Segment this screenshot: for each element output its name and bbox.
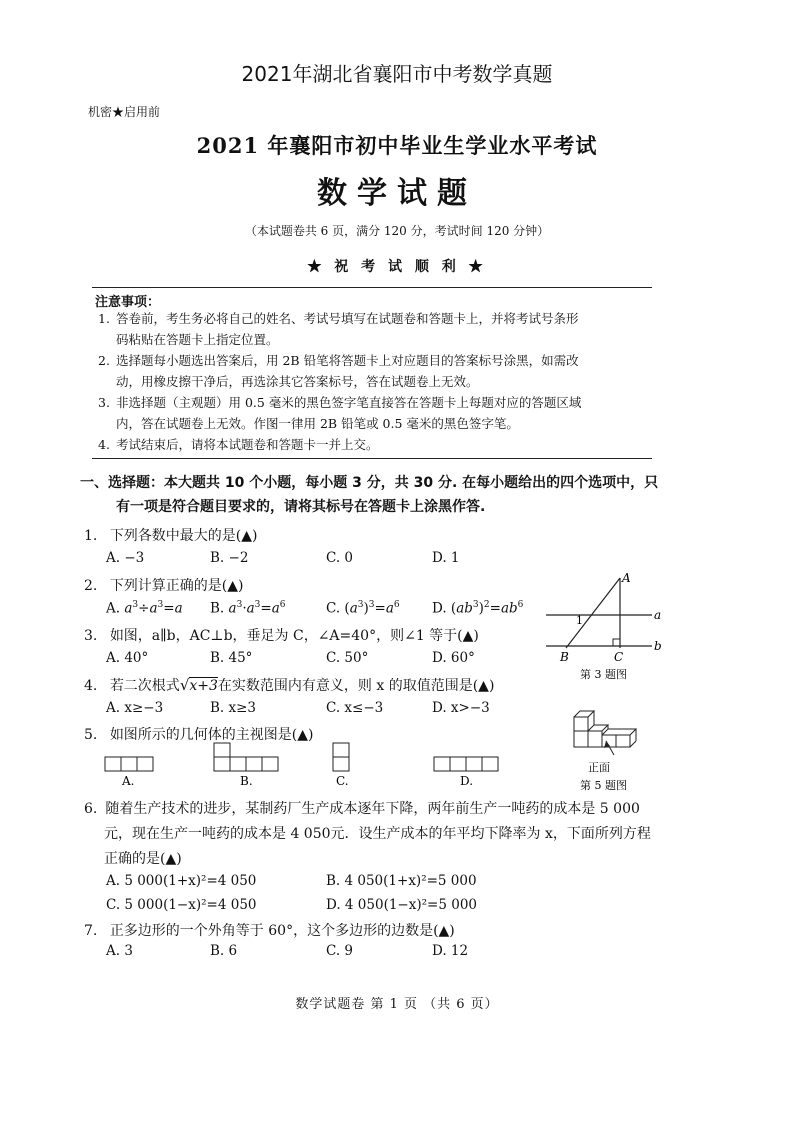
option-d-label: D.	[460, 774, 474, 788]
option-a-label: A.	[122, 774, 135, 788]
right-angle-mark	[613, 639, 620, 646]
question-number: 3.	[84, 628, 98, 644]
figure-caption: 第 3 题图	[580, 668, 627, 681]
question-number: 4.	[84, 678, 98, 694]
option-d: D. 12	[432, 943, 469, 959]
notice-text: 选择题每小题选出答案后，用 2B 铅笔将答题卡上对应题目的答案标号涂黑，如需改	[116, 353, 579, 368]
question-5-options	[100, 740, 520, 790]
question-number: 1.	[84, 528, 98, 544]
question-1-stem	[84, 525, 258, 545]
option-a-view	[105, 757, 153, 788]
question-text: 如图所示的几何体的主视图是(▲)	[109, 727, 314, 743]
option-b-view	[214, 743, 278, 788]
label-line-a: a	[654, 608, 662, 622]
notice-text: 动，用橡皮擦干净后，再选涂其它答案标号，答在试题卷上无效。	[116, 374, 479, 389]
option-c-label: C.	[336, 774, 349, 788]
option-d: D. 1	[432, 550, 460, 566]
option-c: C. 0	[326, 550, 354, 566]
option-a: A. x≥−3	[106, 700, 164, 716]
notice-text: 非选择题（主观题）用 0.5 毫米的黑色签字笔直接答在答题卡上每题对应的答题区域	[116, 395, 582, 410]
notice-item	[98, 350, 658, 392]
radicand: x+3	[189, 678, 218, 694]
option-c: C. $(a^3)^3=a^6$	[326, 600, 400, 617]
notice-number: 4.	[98, 437, 110, 452]
notice-heading: 注意事项：	[95, 295, 161, 310]
notice-item	[98, 392, 658, 434]
notice-text: 内，答在试题卷上无效。作图一律用 2B 铅笔或 0.5 毫米的黑色签字笔。	[116, 416, 519, 431]
option-d: D. x>−3	[432, 700, 490, 716]
question-text: 随着生产技术的进步，某制药厂生产成本逐年下降，两年前生产一吨药的成本是 5 000	[105, 801, 640, 817]
notice-text: 考试结束后，请将本试题卷和答题卡一并上交。	[116, 437, 379, 452]
notice-text: 码粘贴在答题卡上指定位置。	[116, 332, 279, 347]
divider	[92, 458, 652, 459]
divider	[92, 287, 652, 288]
question-4-stem: 4. 若二次根式√x+3在实数范围内有意义，则 x 的取值范围是(▲)	[84, 676, 495, 694]
question-text: 元，现在生产一吨药的成本是 4 050元．设生产成本的年平均下降率为 x，下面所列方程	[104, 826, 651, 842]
option-b: B. $a^3\cdot a^3=a^6$	[210, 600, 286, 617]
notice-item	[98, 308, 658, 350]
exam-title: 2021 年襄阳市初中毕业生学业水平考试	[196, 133, 598, 158]
section-line: 一、选择题：本大题共 10 个小题，每小题 3 分，共 30 分. 在每小题给出的四个选项中，只	[80, 475, 659, 491]
notice-number: 2.	[98, 353, 110, 368]
question-text: 若二次根式	[109, 678, 180, 694]
option-a: A. 5 000(1+x)²=4 050	[106, 873, 257, 889]
notice-item	[98, 434, 658, 455]
option-a: A. 3	[106, 943, 133, 959]
segment-ab	[566, 578, 620, 648]
page-footer: 数学试题卷 第 1 页 （共 6 页）	[295, 997, 499, 1012]
section-heading	[80, 471, 660, 519]
notice-number: 3.	[98, 395, 110, 410]
question-text: 正多边形的一个外角等于 60°，这个多边形的边数是(▲)	[109, 923, 455, 939]
question-6-stem	[84, 797, 654, 872]
label-c-point: C	[614, 650, 624, 664]
question-number: 2.	[84, 578, 98, 594]
figure-5-solid	[566, 705, 656, 795]
document-title: 2021年湖北省襄阳市中考数学真题	[241, 62, 553, 86]
option-b: B. x≥3	[210, 700, 257, 716]
option-b: B. 45°	[210, 650, 253, 666]
option-b-label: B.	[240, 774, 253, 788]
label-a-point: A	[622, 571, 631, 585]
label-angle-1: 1	[576, 614, 583, 627]
option-c-view	[333, 743, 349, 788]
question-text: 正确的是(▲)	[104, 851, 182, 867]
notice-text: 答卷前，考生务必将自己的姓名、考试号填写在试题卷和答题卡上，并将考试号条形	[116, 311, 579, 326]
option-b: B. 6	[210, 943, 238, 959]
option-b: B. −2	[210, 550, 249, 566]
question-text: 下列各数中最大的是(▲)	[109, 528, 258, 544]
question-number: 5.	[84, 727, 98, 743]
label-line-b: b	[654, 639, 662, 653]
question-3-stem	[84, 625, 479, 645]
section-line: 有一项是符合题目要求的，请将其标号在答题卡上涂黑作答.	[116, 499, 486, 515]
question-text: 下列计算正确的是(▲)	[109, 578, 244, 594]
option-c: C. 5 000(1−x)²=4 050	[106, 897, 257, 913]
subject-title: 数学试题	[317, 176, 477, 211]
question-text: 在实数范围内有意义，则 x 的取值范围是(▲)	[217, 678, 495, 694]
notice-number: 1.	[98, 311, 110, 326]
confidential-label: 机密★启用前	[88, 105, 161, 119]
question-number: 6.	[84, 801, 98, 817]
option-c: C. 9	[326, 943, 354, 959]
option-d: D. 4 050(1−x)²=5 000	[326, 897, 477, 913]
question-number: 7.	[84, 923, 98, 939]
question-7-stem	[84, 920, 455, 940]
option-d-view	[434, 757, 498, 788]
option-c: C. 50°	[326, 650, 369, 666]
option-d: D. 60°	[432, 650, 475, 666]
front-label: 正面	[588, 761, 610, 774]
option-a: A. 40°	[106, 650, 149, 666]
label-b-point: B	[560, 650, 569, 664]
option-c: C. x≤−3	[326, 700, 384, 716]
figure-3-diagram	[540, 570, 670, 682]
good-luck-line: ★ 祝 考 试 顺 利 ★	[307, 259, 487, 275]
option-a: A. $a^3\div a^3=a$	[106, 600, 183, 617]
figure-caption: 第 5 题图	[580, 779, 627, 792]
option-d: D. $(ab^3)^2=ab^6$	[432, 600, 524, 617]
option-a: A. −3	[106, 550, 145, 566]
question-text: 如图，a∥b，AC⊥b，垂足为 C，∠A=40°，则∠1 等于(▲)	[109, 628, 479, 644]
exam-info: （本试题卷共 6 页，满分 120 分，考试时间 120 分钟）	[244, 224, 550, 238]
question-2-stem	[84, 575, 244, 595]
option-b: B. 4 050(1+x)²=5 000	[326, 873, 477, 889]
